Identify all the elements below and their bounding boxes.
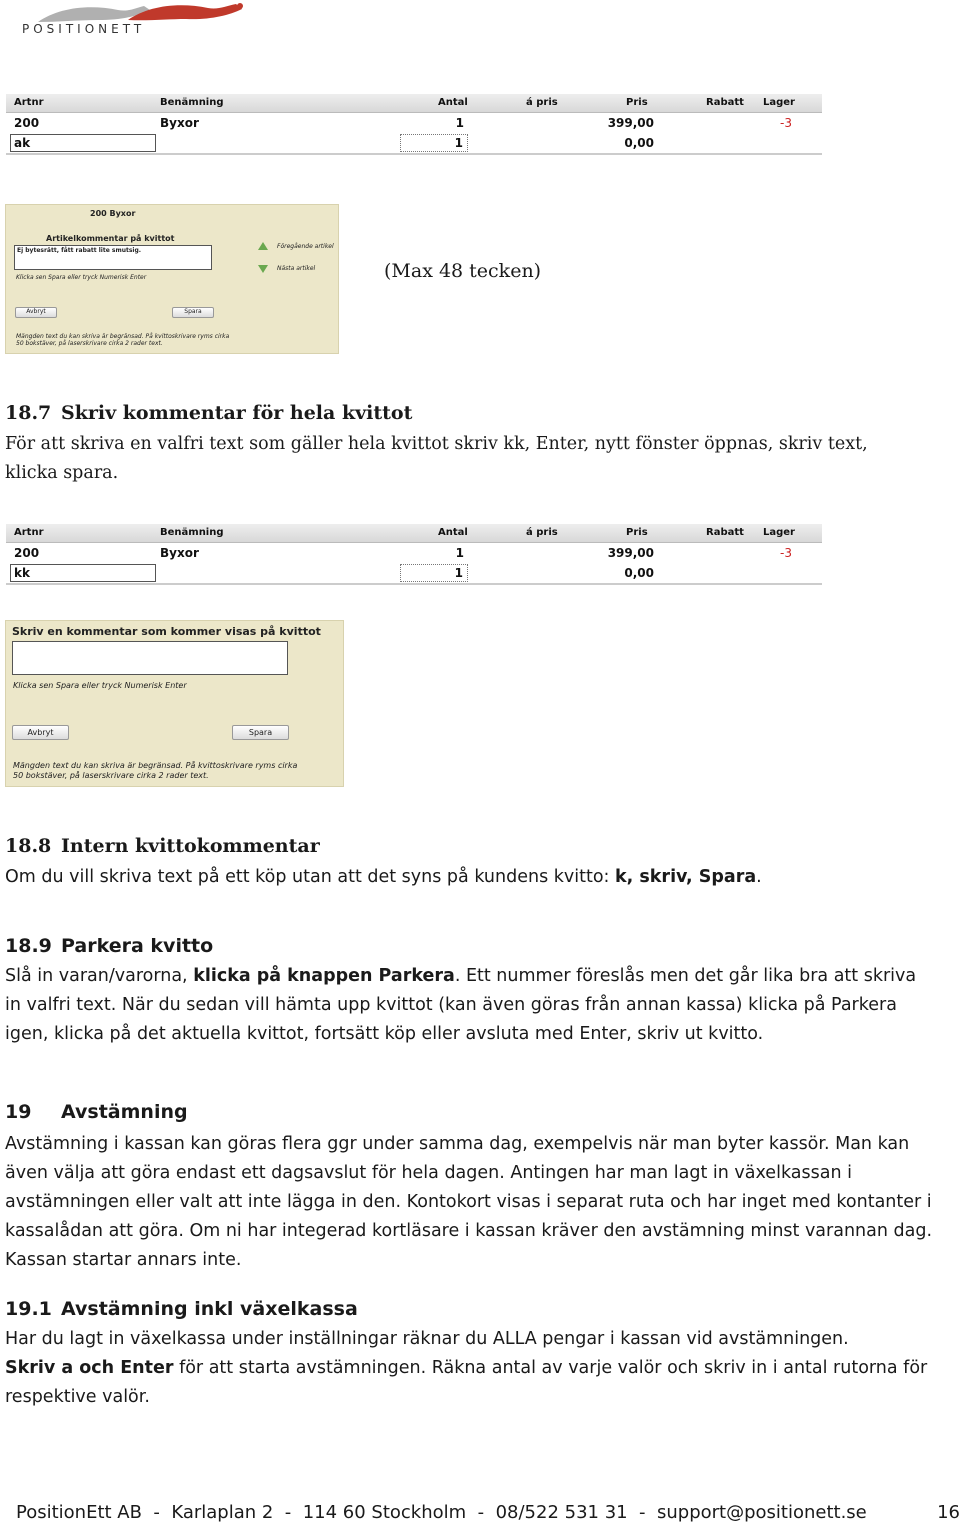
section-18-7-heading [5, 402, 412, 424]
article-comment-dialog [5, 204, 339, 354]
header-lager: Lager [763, 97, 795, 108]
section-19-text: Avstämning i kassan kan göras flera ggr under samma dag, exempelvis när man byter kassör. Man kan även välja att göra endast ett dagsavslut för hela dagen. Antingen har man lagt in växelkassan i avstämningen eller valt att inte lägga in den. Kontokort visas i separat ruta och har inget med kontanter i kassalådan att göra. Om ni har integerad kortläsare i kassan kräver den avstämning minst varannan dag. Kassan startar annars inte. [5, 1134, 933, 1270]
section-18-9-heading [5, 935, 213, 957]
header-benamning: Benämning [160, 527, 224, 538]
dialog-hint: Klicka sen Spara eller tryck Numerisk Enter [16, 274, 147, 281]
header-antal: Antal [438, 527, 468, 538]
text-part: Om du vill skriva text på ett köp utan att det syns på kundens kvitto: [5, 867, 615, 887]
cell-antal: 1 [455, 116, 464, 130]
header-apris: á pris [526, 97, 558, 108]
dialog-article-name: 200 Byxor [90, 209, 136, 218]
antal-input-value: 1 [454, 136, 463, 150]
comment-input[interactable] [12, 641, 288, 675]
section-number: 18.7 [5, 402, 52, 424]
text-rest: . Ett nummer föreslås men det går lika bra att skriva in valfri text. När du sedan vill hämta upp kvittot (kan även göras från annan kassa) klicka på Parkera igen, klicka på det aktuella kvittot, fortsätt köp eller avsluta med Enter, skriv ut kvitto. [5, 966, 917, 1044]
next-article-label[interactable]: Nästa artikel [277, 265, 316, 272]
header-rabatt: Rabatt [706, 97, 744, 108]
header-pris: Pris [626, 527, 648, 538]
save-button[interactable]: Spara [172, 307, 214, 318]
section-title: Intern kvittokommentar [61, 835, 320, 857]
header-antal: Antal [438, 97, 468, 108]
dialog-info: Mängden text du kan skriva är begränsad. På kvittoskrivare ryms cirka 50 bokstäver, på laserskrivare cirka 2 rader text. [16, 333, 230, 347]
table-row[interactable] [6, 563, 822, 585]
dialog-hint: Klicka sen Spara eller tryck Numerisk Enter [13, 681, 187, 690]
dialog-title: Skriv en kommentar som kommer visas på kvittot [12, 625, 321, 638]
section-18-8-text [5, 863, 935, 892]
artnr-input[interactable] [10, 134, 156, 152]
table-row[interactable] [6, 133, 822, 155]
save-button[interactable]: Spara [232, 725, 289, 740]
table-row[interactable] [6, 543, 822, 563]
cell-artnr: 200 [14, 116, 40, 130]
text-bold: k, skriv, Spara [615, 867, 757, 887]
section-18-7-text: För att skriva en valfri text som gäller hela kvittot skriv kk, Enter, nytt fönster öppnas, skriv text, klicka spara. [5, 434, 868, 483]
page-number: 16 [937, 1502, 960, 1523]
comment-input[interactable] [14, 245, 212, 270]
header-apris: á pris [526, 527, 558, 538]
antal-input[interactable] [400, 134, 468, 152]
cancel-button[interactable]: Avbryt [15, 307, 57, 318]
artnr-input[interactable] [10, 564, 156, 582]
cell-lager: -3 [780, 116, 792, 130]
previous-article-label[interactable]: Föregående artikel [277, 243, 334, 250]
artnr-input-value: ak [14, 136, 31, 150]
cell-benamning: Byxor [160, 546, 199, 560]
cell-antal: 1 [455, 546, 464, 560]
cell-pris: 0,00 [624, 566, 654, 580]
text-bold: Skriv a och Enter [5, 1358, 174, 1378]
logo-text: POSITIONETT [22, 22, 146, 36]
dialog-info: Mängden text du kan skriva är begränsad. På kvittoskrivare ryms cirka 50 bokstäver, på laserskrivare cirka 2 rader text. [13, 761, 298, 780]
section-title: Avstämning inkl växelkassa [61, 1298, 358, 1320]
antal-input[interactable] [400, 564, 468, 582]
order-table-2 [6, 524, 822, 585]
company-logo [18, 0, 258, 42]
section-19-1-text [5, 1325, 935, 1412]
antal-input-value: 1 [454, 566, 463, 580]
section-number: 18.8 [5, 835, 52, 857]
text-end: . [756, 867, 762, 887]
section-18-8-heading [5, 835, 320, 857]
cell-pris: 0,00 [624, 136, 654, 150]
section-18-9-text [5, 962, 935, 1049]
cell-artnr: 200 [14, 546, 40, 560]
section-19-heading [5, 1101, 188, 1123]
header-benamning: Benämning [160, 97, 224, 108]
cancel-button[interactable]: Avbryt [12, 725, 69, 740]
section-number: 19 [5, 1101, 32, 1123]
artnr-input-value: kk [14, 566, 30, 580]
header-artnr: Artnr [14, 527, 44, 538]
text-line: Har du lagt in växelkassa under inställningar räknar du ALLA pengar i kassan vid avstämningen. [5, 1329, 849, 1349]
order-table-1 [6, 94, 822, 155]
dialog-title: Artikelkommentar på kvittot [46, 234, 175, 243]
header-artnr: Artnr [14, 97, 44, 108]
max-chars-note: (Max 48 tecken) [384, 260, 542, 282]
section-19-1-heading [5, 1298, 358, 1320]
section-title: Skriv kommentar för hela kvittot [61, 402, 413, 424]
footer-contact: PositionEtt AB - Karlaplan 2 - 114 60 Stockholm - 08/522 531 31 - support@positionett.se [16, 1502, 867, 1523]
section-title: Avstämning [61, 1101, 188, 1123]
text-part: Slå in varan/varorna, [5, 966, 194, 986]
comment-input-value: Ej bytesrätt, fått rabatt lite smutsig. [17, 247, 142, 254]
receipt-comment-dialog [5, 620, 344, 787]
table-header [6, 94, 822, 113]
table-row[interactable] [6, 113, 822, 133]
header-rabatt: Rabatt [706, 527, 744, 538]
cell-lager: -3 [780, 546, 792, 560]
header-lager: Lager [763, 527, 795, 538]
next-article-arrow-icon[interactable] [258, 265, 268, 273]
page-footer [16, 1502, 960, 1523]
header-pris: Pris [626, 97, 648, 108]
previous-article-arrow-icon[interactable] [258, 242, 268, 250]
text-bold: klicka på knappen Parkera [193, 966, 455, 986]
section-title: Parkera kvitto [61, 935, 214, 957]
table-header [6, 524, 822, 543]
section-number: 19.1 [5, 1298, 52, 1320]
cell-pris: 399,00 [607, 546, 654, 560]
cell-benamning: Byxor [160, 116, 199, 130]
section-number: 18.9 [5, 935, 52, 957]
cell-pris: 399,00 [607, 116, 654, 130]
text-rest: för att starta avstämningen. Räkna antal av varje valör och skriv in i antal rutorna för respektive valör. [5, 1358, 928, 1407]
